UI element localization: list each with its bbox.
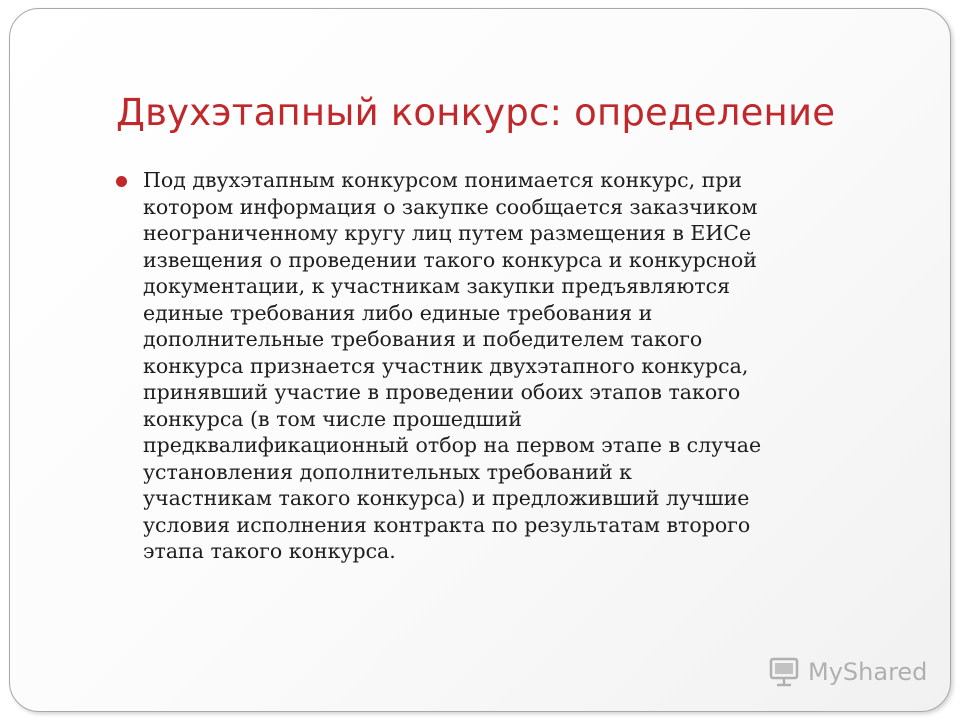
watermark (768, 652, 927, 692)
bullet-line: дополнительные требования и победителем такого (143, 327, 703, 351)
bullet-line: конкурса признается участник двухэтапного конкурса, (143, 353, 749, 378)
bullet-line: единые требования либо единые требования и (143, 300, 653, 325)
presentation-screen-icon (768, 655, 802, 689)
bullet-line: конкурса (в том числе прошедший (143, 406, 522, 431)
watermark-text: MyShared (808, 658, 928, 686)
bullet-line: извещения о проведении такого конкурса и конкурсной (143, 247, 757, 272)
bullet-line: документации, к участникам закупки предъявляются (143, 274, 731, 298)
bullet-item (114, 167, 914, 565)
bullet-line: установления дополнительных требований к (143, 459, 632, 484)
bullet-dot-icon (116, 176, 127, 187)
bullet-line: предквалификационный отбор на первом этапе в случае (143, 433, 762, 457)
bullet-line: принявший участие в проведении обоих этапов такого (143, 380, 741, 404)
slide-frame (9, 8, 951, 712)
bullet-line: участникам такого конкурса) и предложивший лучшие (143, 486, 750, 510)
bullet-line: условия исполнения контракта по результатам второго (143, 512, 751, 537)
bullet-line: Под двухэтапным конкурсом понимается конкурс, при (143, 168, 743, 192)
slide-title: Двухэтапный конкурс: определение (116, 91, 836, 134)
bullet-line: котором информация о закупке сообщается заказчиком (143, 194, 758, 219)
bullet-line: этапа такого конкурса. (143, 539, 396, 563)
bullet-line: неограниченному кругу лиц путем размещения в ЕИСе (143, 221, 752, 245)
bullet-list (114, 167, 914, 565)
